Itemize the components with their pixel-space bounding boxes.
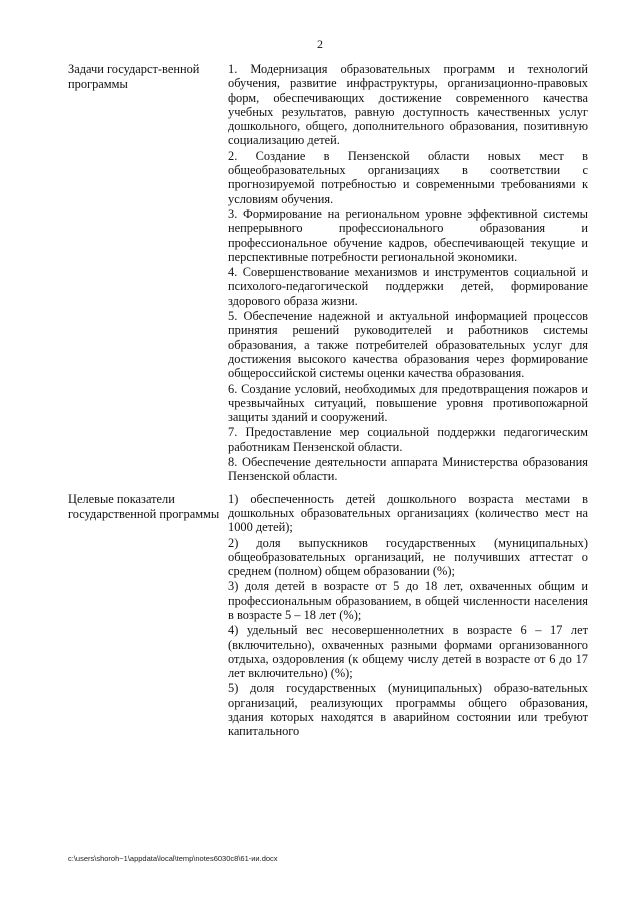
row-label-tasks: Задачи государст-венной программы [68,62,200,92]
indicator-item: 1) обеспеченность детей дошкольного возраста местами в дошкольных образовательных организациях (количество мест на 1000 детей); [228,491,588,535]
file-path-footer: c:\users\shoroh~1\appdata\local\temp\notes6030c8\61-ии.docx [68,854,278,863]
indicator-item: 4) удельный вес несовершеннолетних в возрасте 6 – 17 лет (включительно), охваченных разными формами организованного отдыха, оздоровления (к общему числу детей в возрасте от 6 до 17 лет включительно) (%); [228,623,588,681]
indicator-item: 2) доля выпускников государственных (муниципальных) общеобразовательных организаций, не получивших аттестат о среднем (полном) общем образовании (%); [228,535,588,579]
task-item: 1. Модернизация образовательных программ и технологий обучения, развитие инфраструктуры, организационно-правовых форм, обеспечивающих достижение современного качества учебных результатов, равную доступность качественных услуг дошкольного, общего, дополнительного образования, позитивную социализацию детей. [228,62,588,148]
task-item: 4. Совершенствование механизмов и инструментов социальной и психолого-педагогической поддержки детей, формирование здорового образа жизни. [228,265,588,308]
page-number: 2 [317,37,323,51]
table-row-tasks [68,62,588,484]
row-label-indicators: Целевые показатели государственной программы [68,491,220,521]
row-content-indicators [228,492,588,739]
indicator-item: 3) доля детей в возрасте от 5 до 18 лет, охваченных общим и профессиональным образованием, в общей численности населения в возрасте 5 – 18 лет (%); [228,579,588,622]
program-passport-table [68,62,588,739]
indicator-item: 5) доля государственных (муниципальных) образо-вательных организаций, реализующих программы общего образования, здания которых находятся в аварийном состоянии или требуют капитального [228,681,588,739]
task-item: 6. Создание условий, необходимых для предотвращения пожаров и чрезвычайных ситуаций, повышение уровня противопожарной защиты зданий и сооружений. [228,381,588,425]
task-item: 5. Обеспечение надежной и актуальной информацией процессов принятия решений руководителей и работников системы образования, а также потребителей образовательных услуг для достижения высокого качества образования через формирование общероссийской системы оценки качества образования. [228,309,588,381]
task-item: 3. Формирование на региональном уровне эффективной системы непрерывного профессионального образования и профессиональное обучение кадров, обеспечивающей текущие и перспективные потребности региональной экономики. [228,206,588,264]
task-item: 7. Предоставление мер социальной поддержки педагогическим работникам Пензенской области. [228,425,588,454]
task-item: 2. Создание в Пензенской области новых мест в общеобразовательных организациях в соответствии с прогнозируемой потребностью и современными требованиями к условиям обучения. [228,148,588,206]
task-item: 8. Обеспечение деятельности аппарата Министерства образования Пензенской области. [228,455,588,484]
table-row-indicators [68,492,588,739]
row-content-tasks [228,62,588,484]
